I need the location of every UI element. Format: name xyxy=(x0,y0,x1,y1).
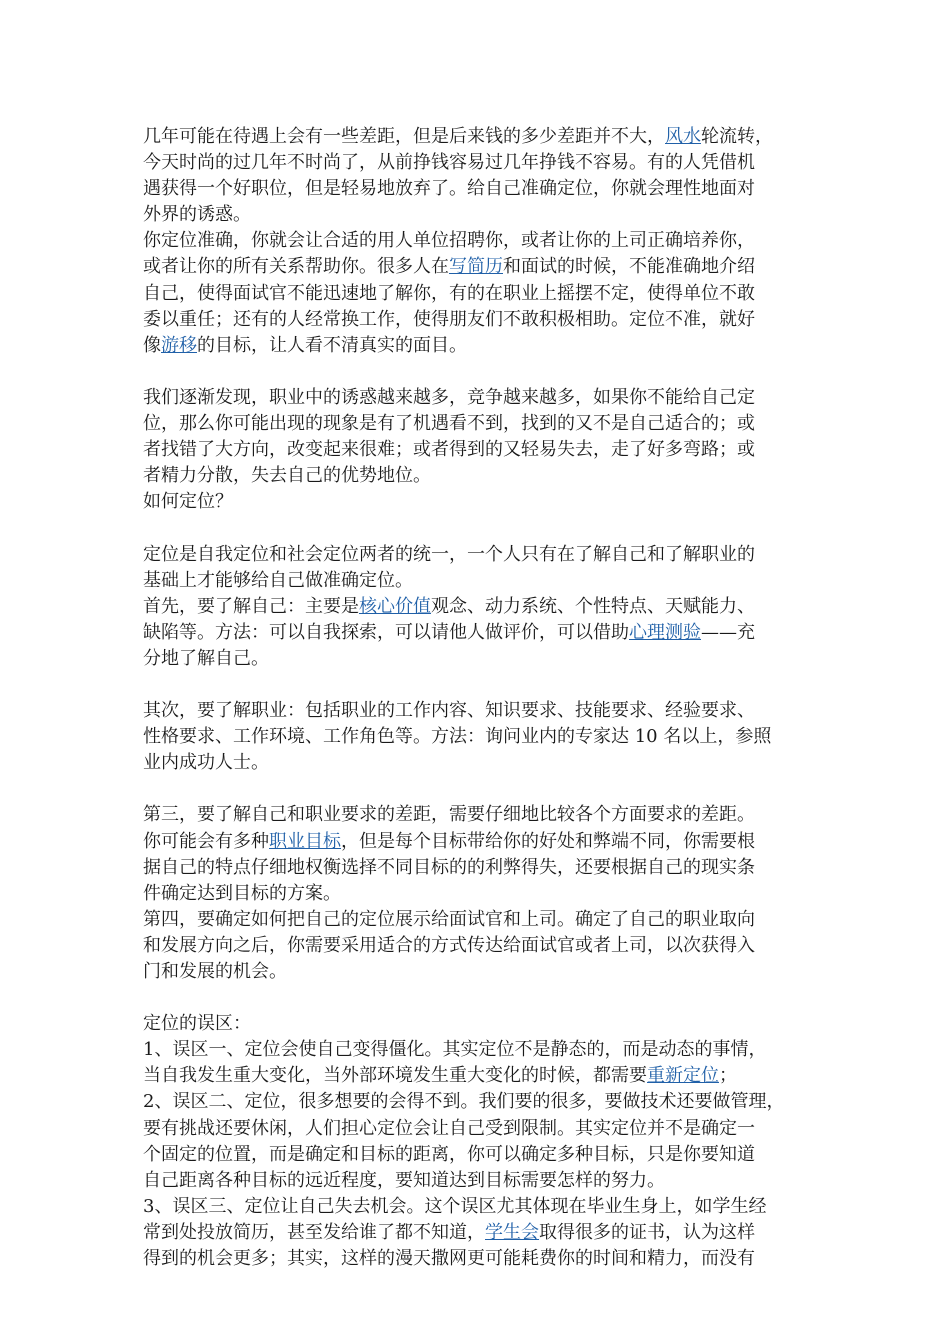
text-run: 要有挑战还要休闲，人们担心定位会让自己受到限制。其实定位并不是确定一 xyxy=(143,1117,755,1139)
text-line xyxy=(143,411,815,437)
blank-line xyxy=(143,515,815,541)
text-run: 委以重任；还有的人经常换工作，使得朋友们不敢积极相助。定位不准，就好 xyxy=(143,308,755,330)
inline-link[interactable]: 心理测验 xyxy=(629,621,701,643)
text-line xyxy=(143,855,815,881)
text-run: 得到的机会更多；其实，这样的漫天撒网更可能耗费你的时间和精力，而没有 xyxy=(143,1248,755,1270)
text-run: 业内成功人士。 xyxy=(143,752,269,774)
text-line xyxy=(143,254,815,280)
text-run: 轮流转， xyxy=(701,126,773,147)
text-line xyxy=(143,959,815,985)
text-line xyxy=(143,542,815,568)
text-run: 像 xyxy=(143,334,161,356)
text-run: 几年可能在待遇上会有一些差距，但是后来钱的多少差距并不大， xyxy=(143,126,665,147)
inline-link[interactable]: 核心价值 xyxy=(359,595,431,617)
blank-line xyxy=(143,985,815,1011)
text-run: 性格要求、工作环境、工作角色等。方法：询问业内的专家达 10 名以上，参照 xyxy=(143,726,772,748)
text-run: 其次，要了解职业：包括职业的工作内容、知识要求、技能要求、经验要求、 xyxy=(143,700,755,722)
blank-line xyxy=(143,672,815,698)
inline-link[interactable]: 风水 xyxy=(665,126,701,147)
text-line xyxy=(143,724,815,750)
text-line xyxy=(143,385,815,411)
text-line xyxy=(143,1194,815,1220)
text-line xyxy=(143,202,815,228)
text-run: 我们逐渐发现，职业中的诱惑越来越多，竞争越来越多，如果你不能给自己定 xyxy=(143,386,755,408)
text-line xyxy=(143,1246,815,1272)
text-line xyxy=(143,907,815,933)
text-run: 首先，要了解自己：主要是 xyxy=(143,595,359,617)
text-run: 自己，使得面试官不能迅速地了解你，有的在职业上摇摆不定，使得单位不敢 xyxy=(143,282,755,304)
text-run: 或者让你的所有关系帮助你。很多人在 xyxy=(143,256,449,278)
text-run: ，但是每个目标带给你的好处和弊端不同，你需要根 xyxy=(341,830,755,852)
text-line xyxy=(143,1063,815,1089)
text-line xyxy=(143,489,815,515)
text-run: 和发展方向之后，你需要采用适合的方式传达给面试官或者上司，以次获得入 xyxy=(143,934,755,956)
text-run: 定位是自我定位和社会定位两者的统一，一个人只有在了解自己和了解职业的 xyxy=(143,543,755,565)
text-run: 你定位准确，你就会让合适的用人单位招聘你，或者让你的上司正确培养你， xyxy=(143,230,755,252)
text-run: 者找错了大方向，改变起来很难；或者得到的又轻易失去，走了好多弯路；或 xyxy=(143,439,755,461)
inline-link[interactable]: 游移 xyxy=(161,334,197,356)
text-line xyxy=(143,802,815,828)
text-line xyxy=(143,1168,815,1194)
text-run: 你可能会有多种 xyxy=(143,830,269,852)
text-run: 分地了解自己。 xyxy=(143,647,269,669)
text-line xyxy=(143,150,815,176)
text-run: 3、误区三、定位让自己失去机会。这个误区尤其体现在毕业生身上，如学生经 xyxy=(143,1195,767,1217)
text-line xyxy=(143,1037,815,1063)
blank-line xyxy=(143,359,815,385)
text-run: 遇获得一个好职位，但是轻易地放弃了。给自己准确定位，你就会理性地面对 xyxy=(143,178,755,200)
text-run: 定位的误区： xyxy=(143,1013,251,1035)
text-run: 门和发展的机会。 xyxy=(143,961,287,982)
text-line xyxy=(143,750,815,776)
text-run: 外界的诱惑。 xyxy=(143,204,251,226)
text-run: ——充 xyxy=(701,621,755,643)
text-line xyxy=(143,437,815,463)
document-body xyxy=(143,124,815,1272)
text-line xyxy=(143,228,815,254)
text-line xyxy=(143,881,815,907)
text-run: 的目标，让人看不清真实的面目。 xyxy=(197,334,467,356)
text-run: 个固定的位置，而是确定和目标的距离，你可以确定多种目标，只是你要知道 xyxy=(143,1143,755,1165)
text-run: 第四，要确定如何把自己的定位展示给面试官和上司。确定了自己的职业取向 xyxy=(143,908,755,930)
text-line xyxy=(143,124,815,150)
text-run: 者精力分散，失去自己的优势地位。 xyxy=(143,465,431,487)
text-run: 今天时尚的过几年不时尚了，从前挣钱容易过几年挣钱不容易。有的人凭借机 xyxy=(143,152,755,174)
text-run: 当自我发生重大变化，当外部环境发生重大变化的时候，都需要 xyxy=(143,1065,647,1087)
text-line xyxy=(143,1116,815,1142)
text-run: 常到处投放简历，甚至发给谁了都不知道， xyxy=(143,1221,485,1243)
text-line xyxy=(143,829,815,855)
text-run: 和面试的时候，不能准确地介绍 xyxy=(503,256,755,278)
text-line xyxy=(143,1011,815,1037)
text-run: 取得很多的证书，认为这样 xyxy=(539,1221,755,1243)
blank-line xyxy=(143,776,815,802)
text-run: 件确定达到目标的方案。 xyxy=(143,882,341,904)
text-line xyxy=(143,568,815,594)
text-line xyxy=(143,281,815,307)
text-line xyxy=(143,307,815,333)
text-line xyxy=(143,933,815,959)
text-run: 观念、动力系统、个性特点、天赋能力、 xyxy=(431,595,755,617)
text-run: 位，那么你可能出现的现象是有了机遇看不到，找到的又不是自己适合的；或 xyxy=(143,413,755,435)
text-run: 基础上才能够给自己做准确定位。 xyxy=(143,569,413,591)
text-run: 第三，要了解自己和职业要求的差距，需要仔细地比较各个方面要求的差距。 xyxy=(143,804,755,826)
text-line xyxy=(143,176,815,202)
text-run: 据自己的特点仔细地权衡选择不同目标的的利弊得失，还要根据自己的现实条 xyxy=(143,856,755,878)
text-run: 1、误区一、定位会使自己变得僵化。其实定位不是静态的，而是动态的事情， xyxy=(143,1039,767,1061)
text-run: 如何定位？ xyxy=(143,491,233,513)
inline-link[interactable]: 职业目标 xyxy=(269,830,341,852)
inline-link[interactable]: 写简历 xyxy=(449,256,503,278)
text-run: ； xyxy=(719,1065,737,1087)
text-line xyxy=(143,620,815,646)
inline-link[interactable]: 学生会 xyxy=(485,1221,539,1243)
text-run: 2、误区二、定位，很多想要的会得不到。我们要的很多，要做技术还要做管理， xyxy=(143,1091,785,1113)
text-line xyxy=(143,698,815,724)
text-line xyxy=(143,1089,815,1115)
text-line xyxy=(143,646,815,672)
text-run: 缺陷等。方法：可以自我探索，可以请他人做评价，可以借助 xyxy=(143,621,629,643)
text-run: 自己距离各种目标的远近程度，要知道达到目标需要怎样的努力。 xyxy=(143,1169,665,1191)
text-line xyxy=(143,1142,815,1168)
text-line xyxy=(143,594,815,620)
text-line xyxy=(143,333,815,359)
text-line xyxy=(143,463,815,489)
text-line xyxy=(143,1220,815,1246)
inline-link[interactable]: 重新定位 xyxy=(647,1065,719,1087)
